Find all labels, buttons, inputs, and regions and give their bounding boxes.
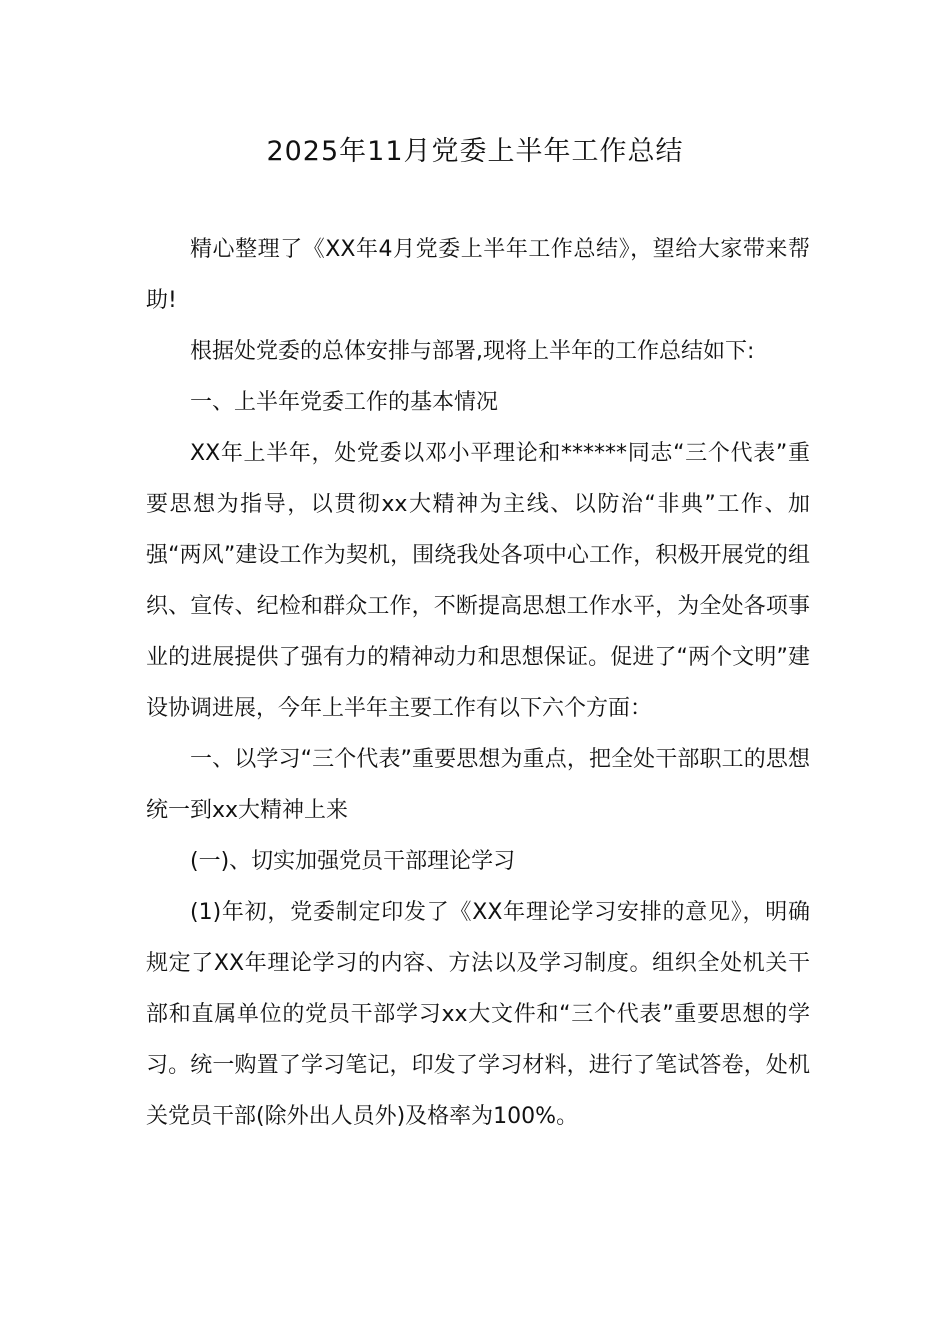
paragraph-study-details: (1)年初，党委制定印发了《XX年理论学习安排的意见》，明确规定了XX年理论学习的内容、方法以及学习制度。组织全处机关干部和直属单位的党员干部学习xx大文件和“三个代表”重要思想的学习。统一购置了学习笔记，印发了学习材料，进行了笔试答卷，处机关党员干部(除外出人员外)及格率为100%。 (146, 900, 810, 1129)
section-heading-study: 一、以学习“三个代表”重要思想为重点，把全处干部职工的思想统一到xx大精神上来 (146, 747, 810, 823)
document-title: 2025年11月党委上半年工作总结 (266, 136, 684, 167)
subsection-heading-theory-study: (一)、切实加强党员干部理论学习 (190, 849, 516, 874)
paragraph-overview: XX年上半年，处党委以邓小平理论和******同志“三个代表”重要思想为指导，以贯彻xx大精神为主线、以防治“非典”工作、加强“两风”建设工作为契机，围绕我处各项中心工作，积极开展党的组织、宣传、纪检和群众工作，不断提高思想工作水平，为全处各项事业的进展提供了强有力的精神动力和思想保证。促进了“两个文明”建设协调进展，今年上半年主要工作有以下六个方面： (146, 441, 810, 721)
document-body (146, 224, 810, 1142)
paragraph-summary-lead: 根据处党委的总体安排与部署,现将上半年的工作总结如下: (190, 339, 755, 364)
section-heading-basic-situation: 一、上半年党委工作的基本情况 (190, 390, 499, 415)
paragraph-intro: 精心整理了《XX年4月党委上半年工作总结》，望给大家带来帮助! (146, 237, 810, 313)
